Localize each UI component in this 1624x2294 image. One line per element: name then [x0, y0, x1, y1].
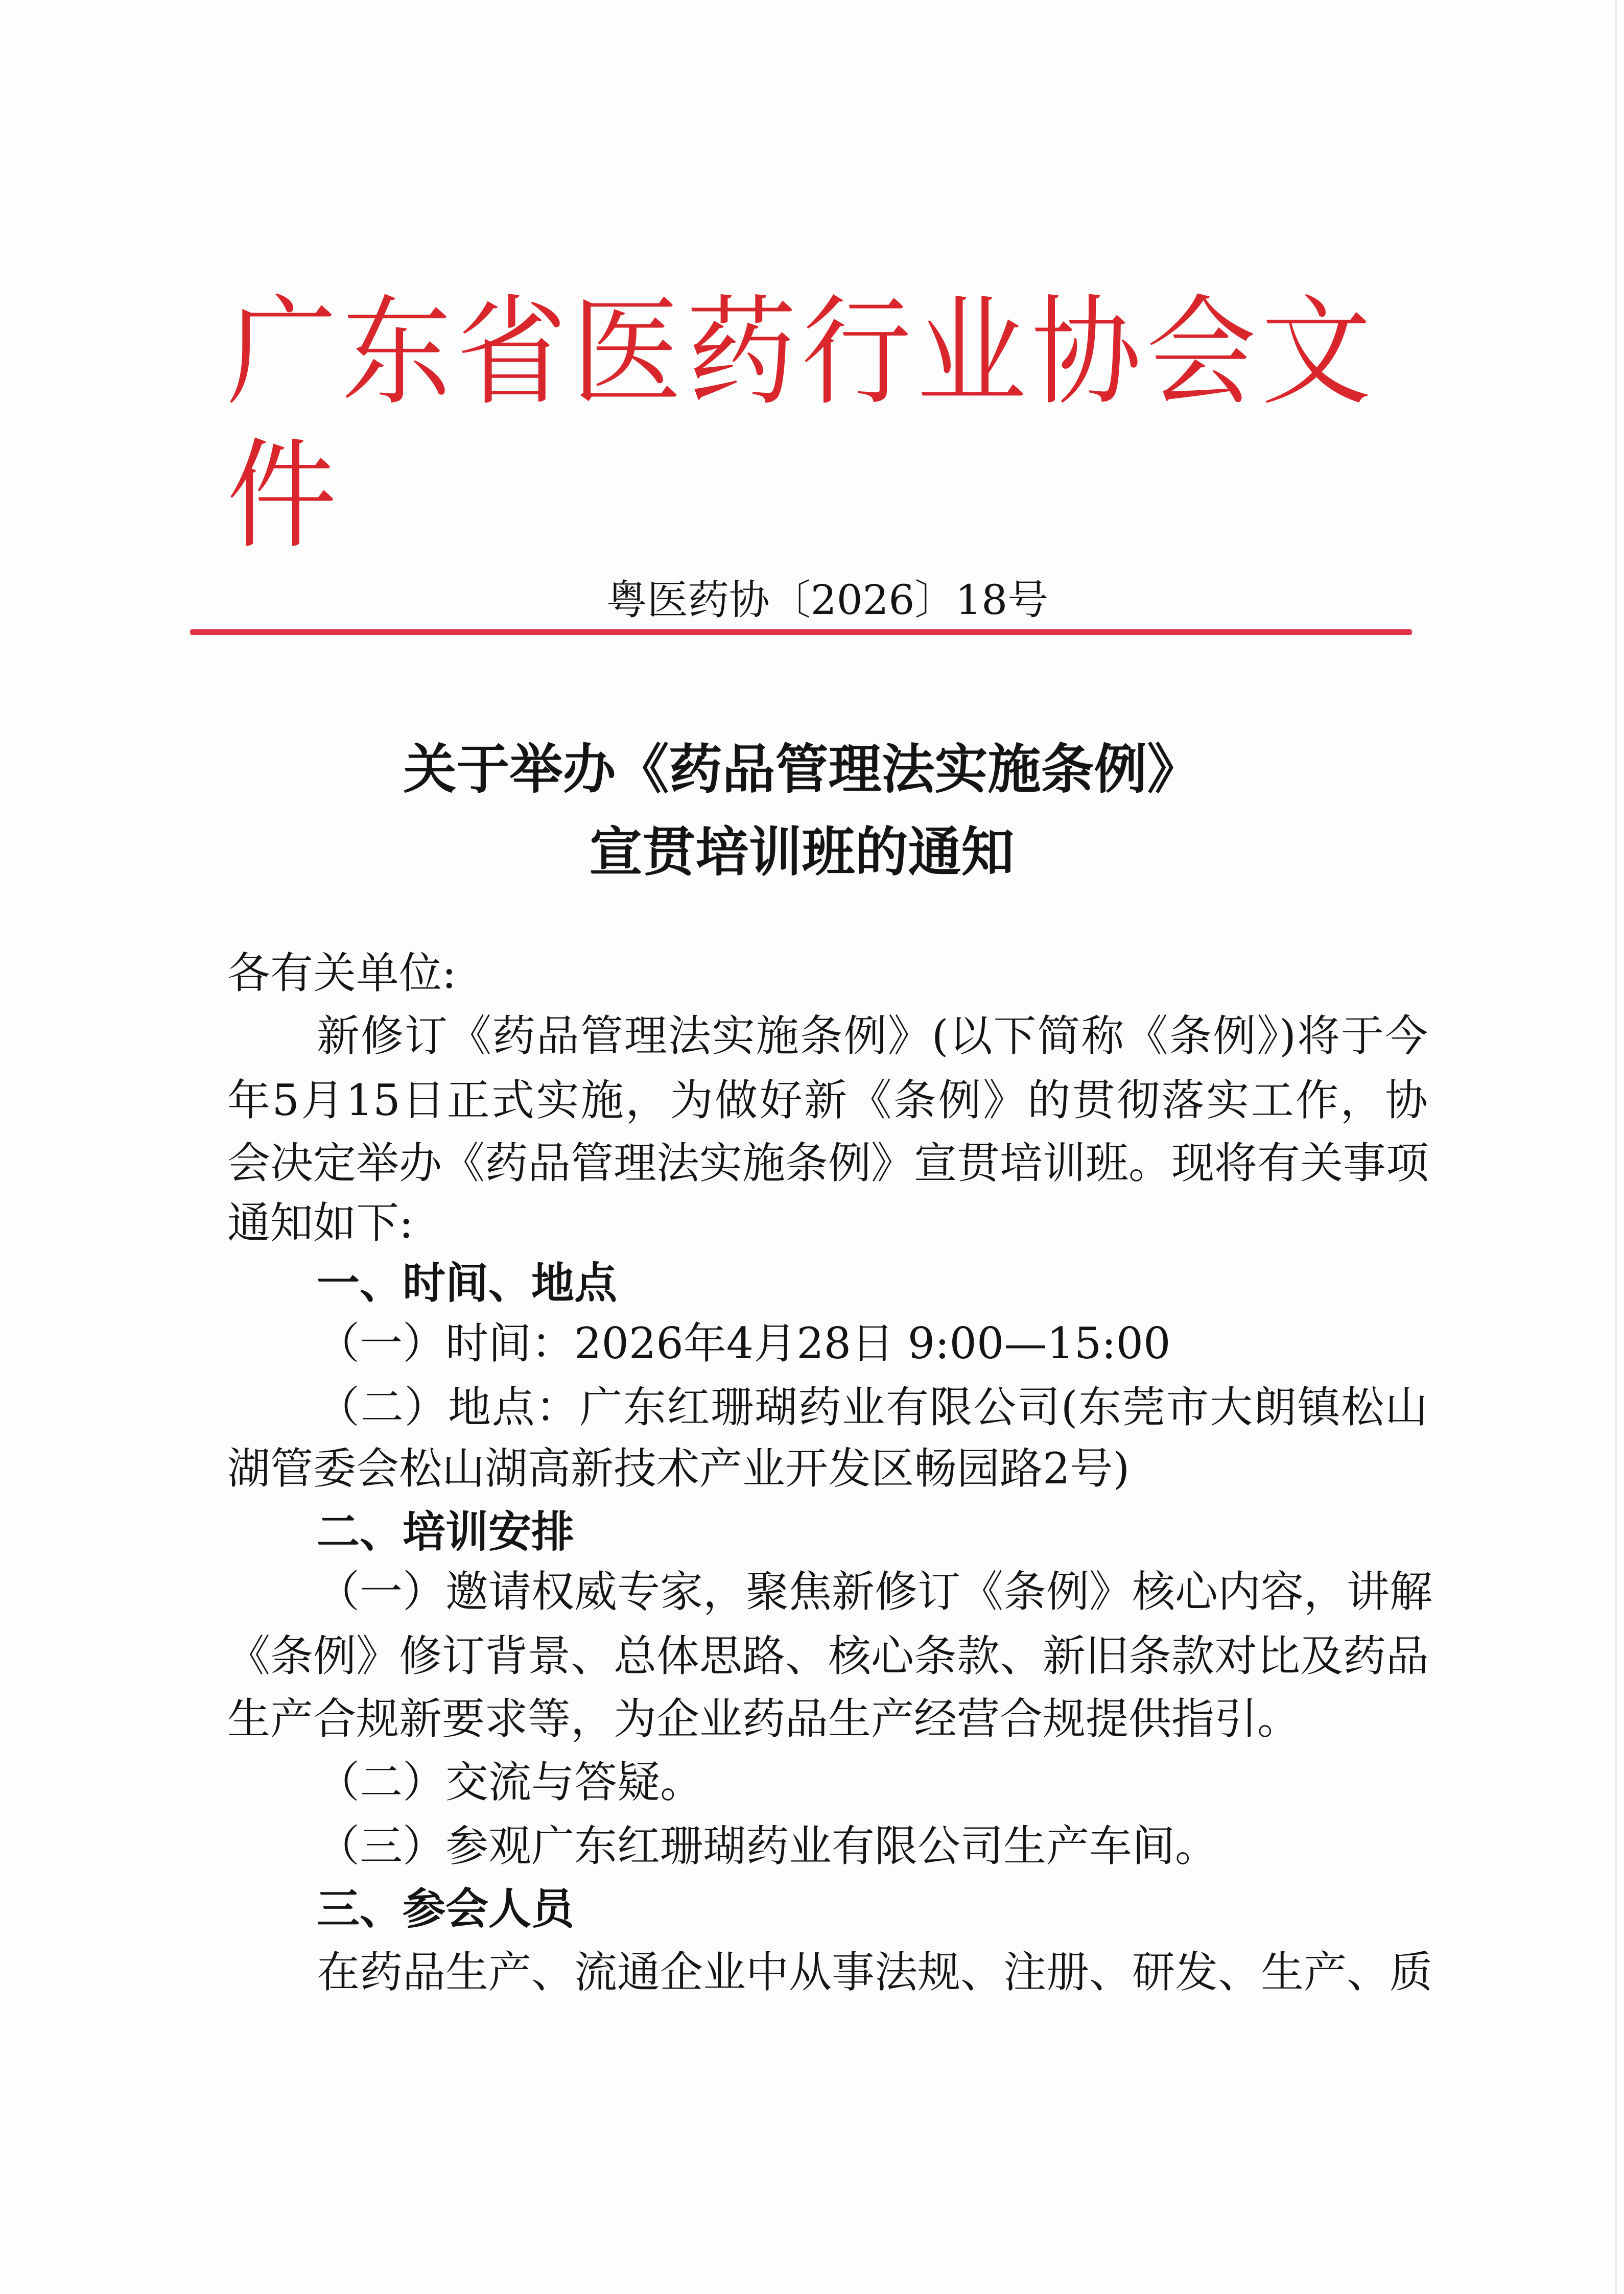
- paragraph-line: 生产合规新要求等，为企业药品生产经营合规提供指引。: [227, 1694, 1301, 1744]
- notice-title-line1: 关于举办《药品管理法实施条例》: [403, 738, 1201, 800]
- paragraph-line: 年5月15日正式实施，为做好新《条例》的贯彻落实工作，协: [227, 1075, 1428, 1125]
- paragraph-line: 会决定举办《药品管理法实施条例》宣贯培训班。现将有关事项: [227, 1138, 1429, 1188]
- org-header-title: 广东省医药行业协会文件: [227, 282, 1371, 565]
- section-heading-1: 一、时间、地点: [317, 1258, 618, 1308]
- red-divider: [190, 629, 1412, 635]
- document-number: 粤医药协〔2026〕18号: [606, 576, 1049, 624]
- time-line: （一）时间：2026年4月28日 9:00—15:00: [317, 1318, 1171, 1368]
- salutation: 各有关单位:: [227, 948, 457, 998]
- paragraph-line: 新修订《药品管理法实施条例》(以下简称《条例》)将于今: [317, 1011, 1428, 1061]
- section-heading-2: 二、培训安排: [317, 1507, 575, 1557]
- place-line: 湖管委会松山湖高新技术产业开发区畅园路2号): [227, 1444, 1130, 1494]
- paragraph-line: 《条例》修订背景、总体思路、核心条款、新旧条款对比及药品: [227, 1631, 1429, 1681]
- paragraph-line: 在药品生产、流通企业中从事法规、注册、研发、生产、质: [317, 1947, 1433, 1997]
- list-item: （二）交流与答疑。: [317, 1757, 703, 1807]
- paragraph-line: 通知如下:: [227, 1198, 414, 1248]
- scan-edge: [1615, 0, 1617, 2294]
- section-heading-3: 三、参会人员: [317, 1884, 575, 1934]
- notice-title-line2: 宣贯培训班的通知: [589, 821, 1015, 883]
- place-line: （二）地点：广东红珊瑚药业有限公司(东莞市大朗镇松山: [317, 1382, 1428, 1432]
- list-item: （三）参观广东红珊瑚药业有限公司生产车间。: [317, 1821, 1218, 1871]
- paragraph-line: （一）邀请权威专家，聚焦新修订《条例》核心内容，讲解: [317, 1567, 1433, 1617]
